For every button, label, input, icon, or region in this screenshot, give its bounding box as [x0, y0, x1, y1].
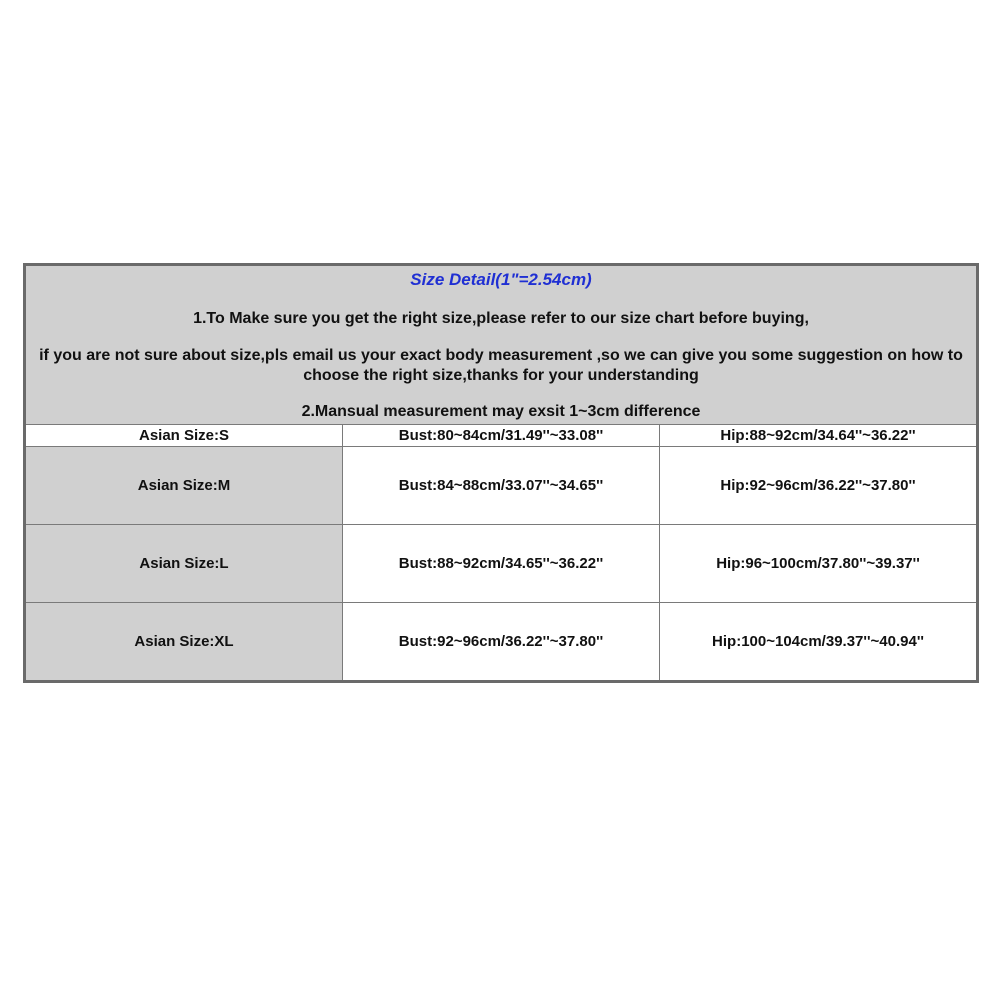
size-chart-table [23, 263, 979, 683]
size-cell: Asian Size:XL [26, 603, 342, 680]
size-cell: Asian Size:S [26, 425, 342, 446]
table-row [26, 424, 976, 446]
bust-cell: Bust:88~92cm/34.65''~36.22'' [342, 525, 659, 602]
table-row [26, 524, 976, 602]
size-cell: Asian Size:M [26, 447, 342, 524]
hip-cell: Hip:100~104cm/39.37''~40.94'' [659, 603, 976, 680]
hip-cell: Hip:96~100cm/37.80''~39.37'' [659, 525, 976, 602]
table-row [26, 446, 976, 524]
hip-cell: Hip:88~92cm/34.64''~36.22'' [659, 425, 976, 446]
bust-cell: Bust:80~84cm/31.49''~33.08'' [342, 425, 659, 446]
size-detail-title: Size Detail(1"=2.54cm) [410, 270, 592, 289]
size-cell: Asian Size:L [26, 525, 342, 602]
size-note-3: 2.Mansual measurement may exsit 1~3cm difference [301, 403, 701, 420]
size-note-2: if you are not sure about size,pls email us your exact body measurement ,so we can give you some suggestion on how to choose the right size,thanks for your understanding [39, 347, 963, 384]
size-note-1: 1.To Make sure you get the right size,please refer to our size chart before buying, [193, 310, 809, 327]
bust-cell: Bust:84~88cm/33.07''~34.65'' [342, 447, 659, 524]
bust-cell: Bust:92~96cm/36.22''~37.80'' [342, 603, 659, 680]
table-row [26, 602, 976, 680]
size-detail-header [26, 266, 976, 424]
hip-cell: Hip:92~96cm/36.22''~37.80'' [659, 447, 976, 524]
